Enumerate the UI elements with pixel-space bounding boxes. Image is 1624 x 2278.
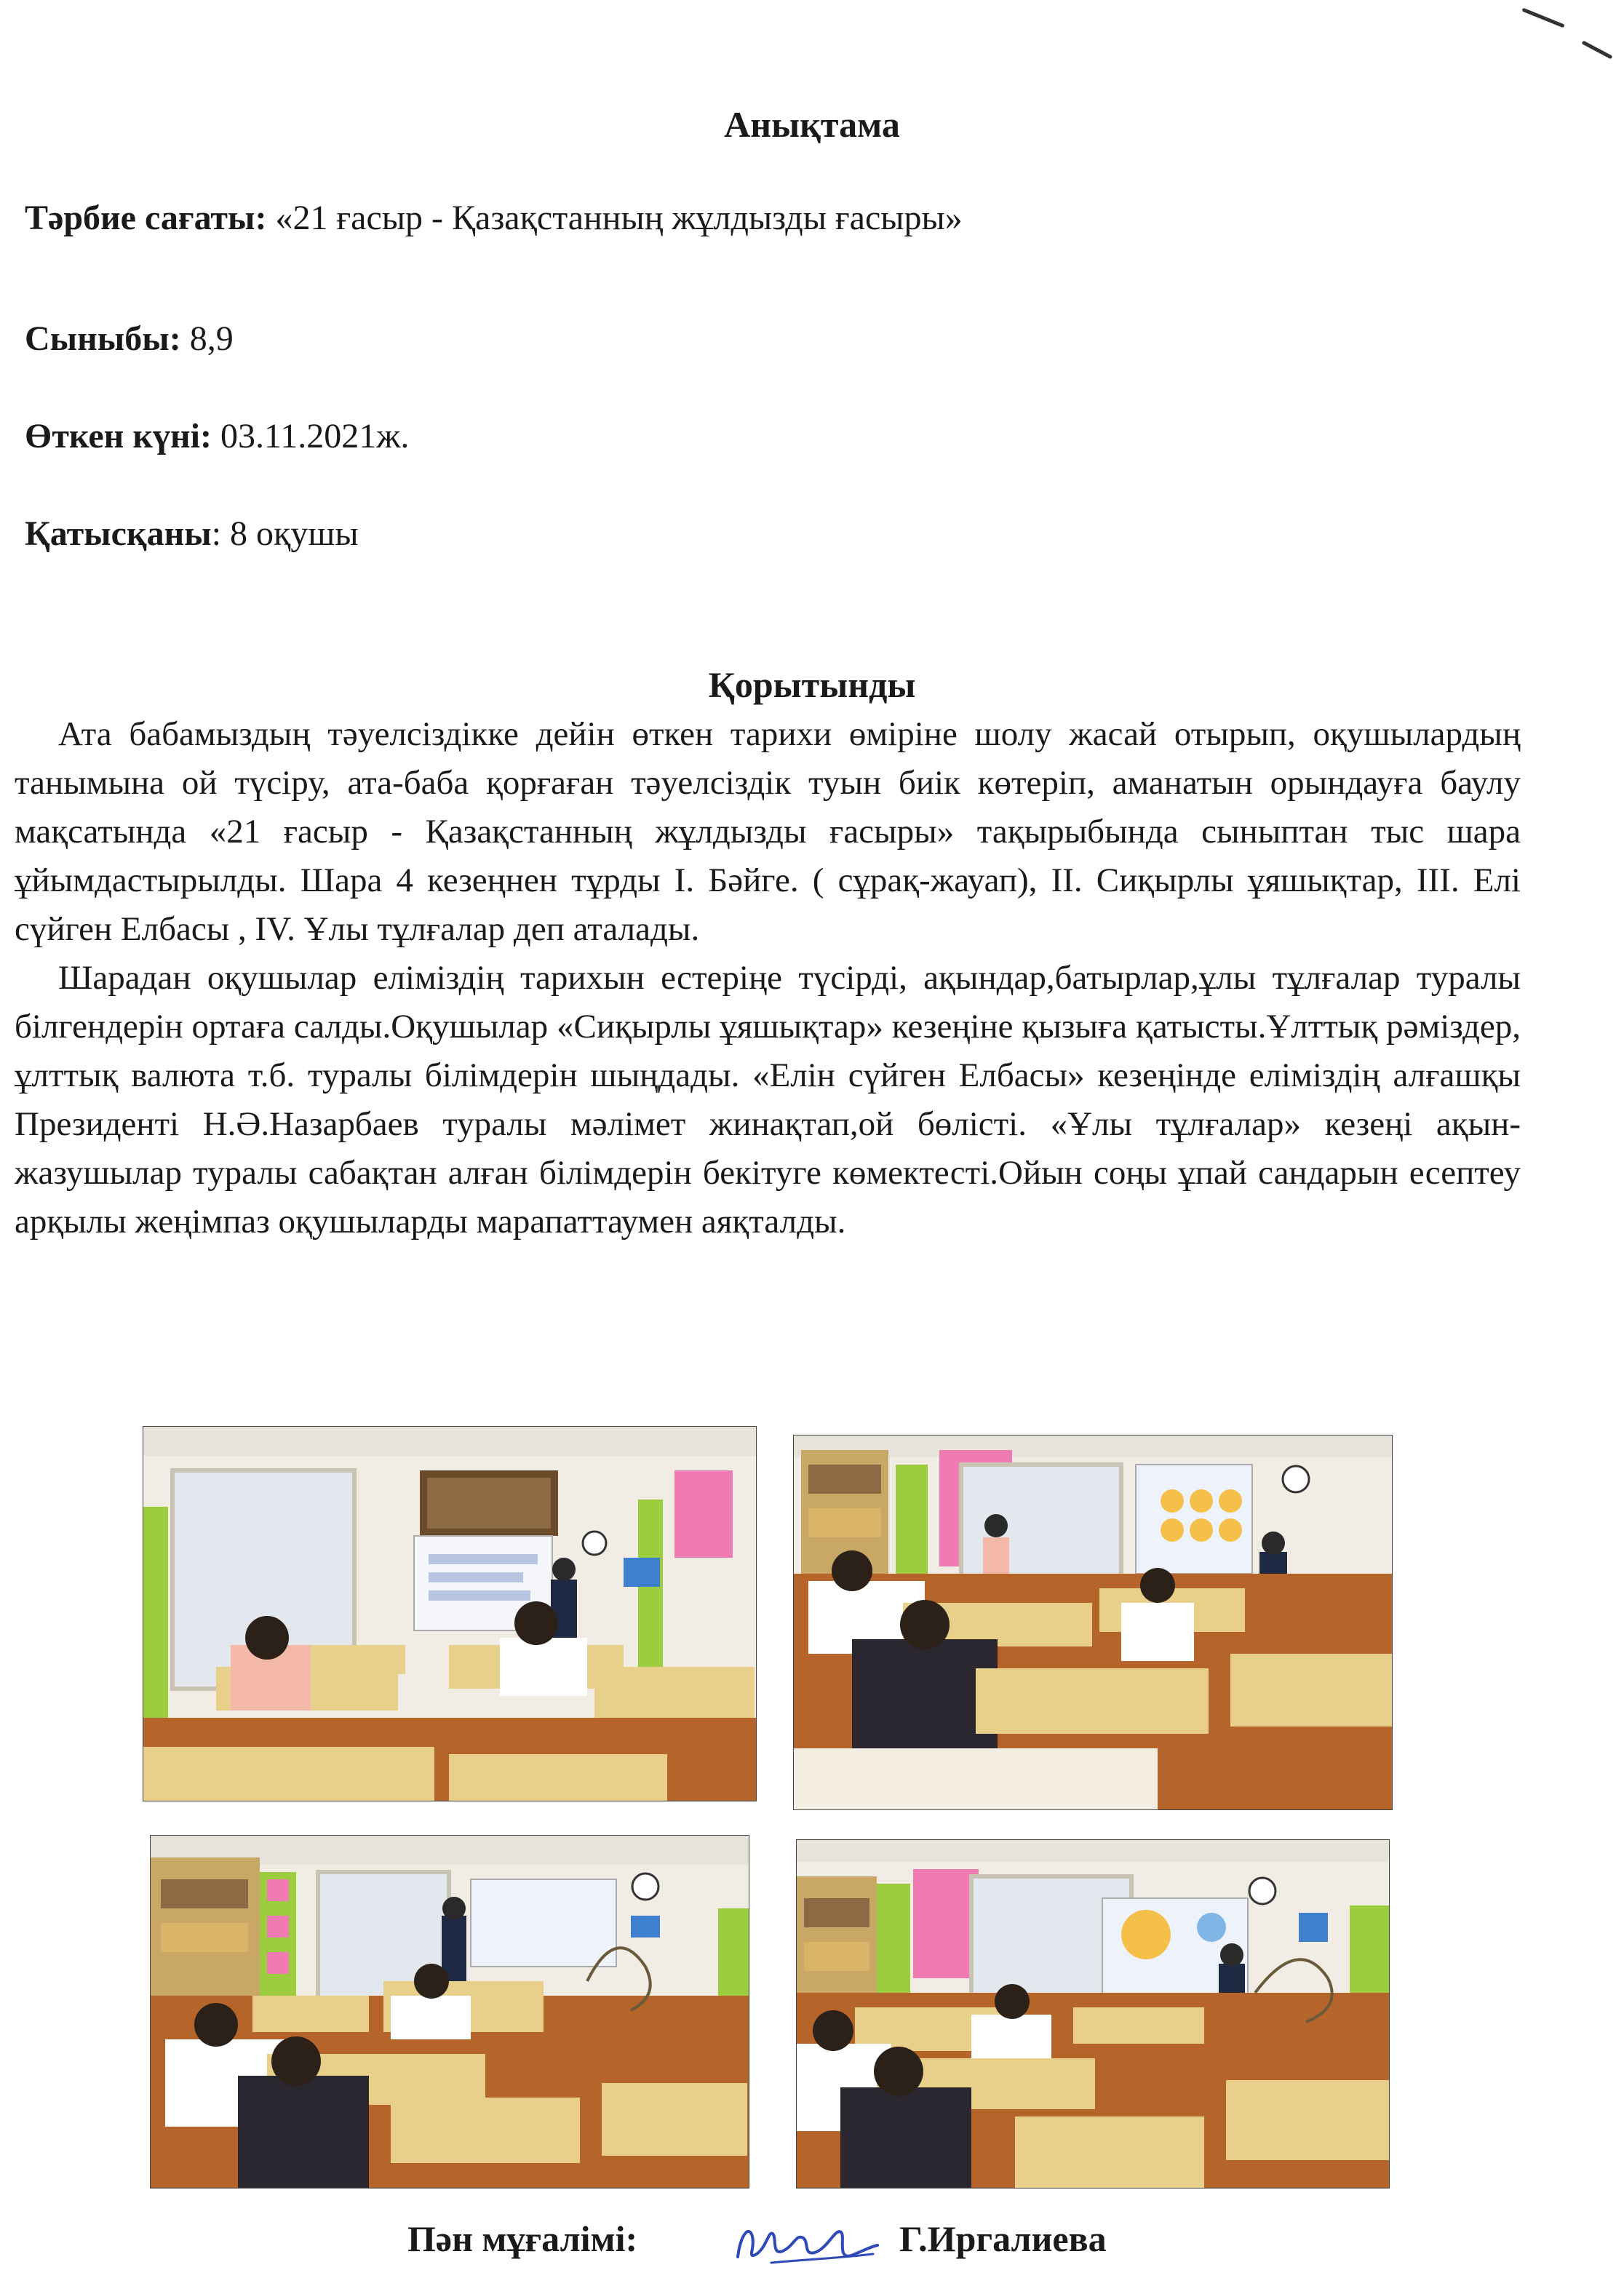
conclusion-heading: Қорытынды (708, 664, 916, 705)
classroom-photo-2 (793, 1435, 1393, 1810)
teacher-name: Г.Иргалиева (899, 2218, 1107, 2259)
signature-icon (728, 2212, 888, 2270)
conclusion-body (15, 710, 1521, 1246)
field-label: Сыныбы: (25, 319, 181, 358)
field-date (25, 416, 409, 456)
classroom-photo-3 (150, 1835, 749, 2189)
field-event (25, 198, 963, 238)
document-title: Анықтама (724, 104, 900, 145)
field-label: Тәрбие сағаты: (25, 199, 267, 237)
conclusion-paragraph: Ата бабамыздың тәуелсіздікке дейін өткен тарихи өміріне шолу жасай отырып, оқушылардың танымына ой түсіру, ата-баба қорғаған тәуелсіздік туын биік көтеріп, аманатын орындауға баулу мақсатында «21 ғасыр - Қазақстанның жұлдызды ғасыры» тақырыбында сыныптан тыс шара ұйымдастырылды. Шара 4 кезеңнен тұрды І. Бәйге. ( сұрақ-жауап), ІІ. Сиқырлы ұяшықтар, ІІІ. Елі сүйген Елбасы , ІV. Ұлы тұлғалар деп аталады. (15, 715, 1521, 948)
field-class (25, 319, 234, 359)
field-value: 8,9 (180, 319, 234, 358)
classroom-photo-1 (143, 1426, 757, 1801)
field-value: 03.11.2021ж. (211, 417, 410, 455)
teacher-label: Пән мұғалімі: (407, 2218, 638, 2259)
conclusion-paragraph: Шарадан оқушылар еліміздің тарихын естеріңе түсірді, ақындар,батырлар,ұлы тұлғалар туралы білгендерін ортаға салды.Оқушылар «Сиқырлы ұяшықтар» кезеңіне қызыға қатысты.Ұлттық рәміздер, ұлттық валюта т.б. туралы білімдерін шыңдады. «Елін сүйген Елбасы» кезеңінде еліміздің алғашқы Президенті Н.Ә.Назарбаев туралы мәлімет жинақтап,ой бөлісті. «Ұлы тұлғалар» кезеңі ақын-жазушылар туралы сабақтан алған білімдерін бекітуге көмектесті.Ойын соңы ұпай сандарын есептеу арқылы жеңімпаз оқушыларды марапаттаумен аяқталды. (15, 959, 1521, 1240)
field-participants (25, 514, 359, 554)
scan-mark (1521, 8, 1564, 28)
classroom-photo-4 (796, 1839, 1390, 2189)
field-value: : 8 оқушы (211, 514, 359, 553)
field-label: Қатысқаны (25, 514, 212, 553)
field-value: «21 ғасыр - Қазақстанның жұлдызды ғасыры» (266, 199, 963, 237)
field-label: Өткен күні: (25, 417, 212, 455)
footer (407, 2212, 1281, 2270)
scan-mark (1582, 40, 1613, 59)
